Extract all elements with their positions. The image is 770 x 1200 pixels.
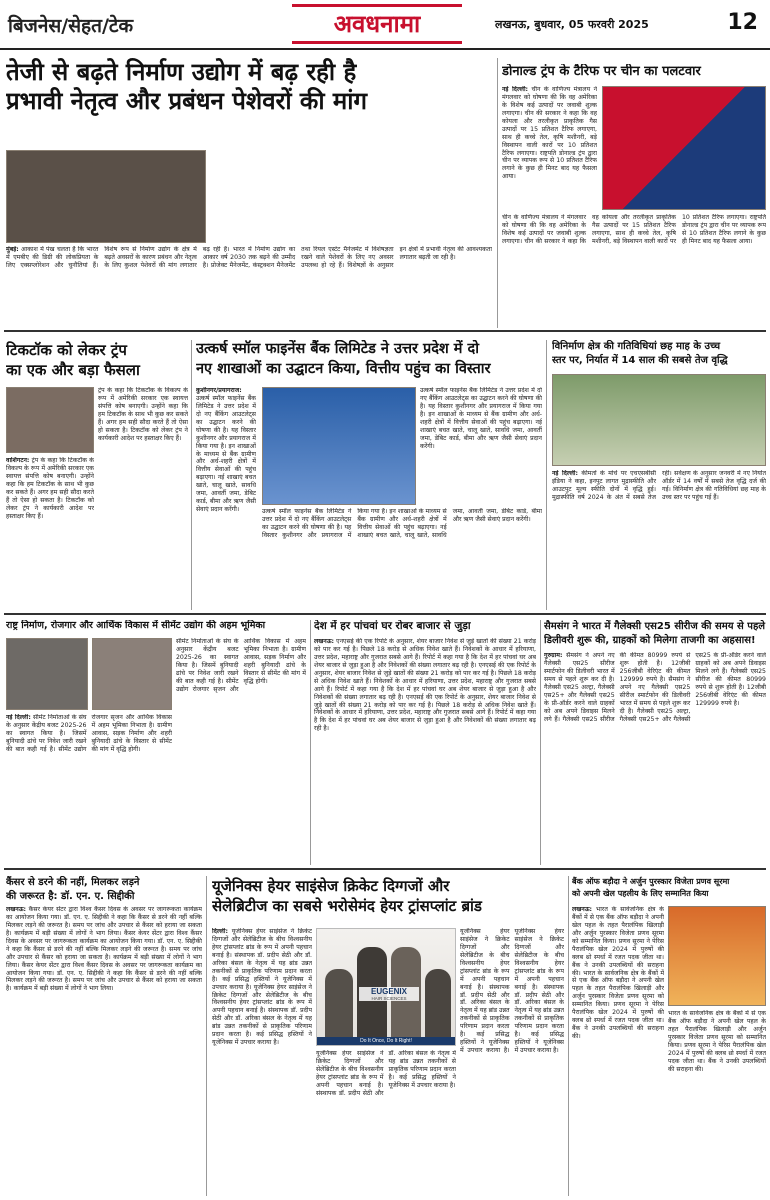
column-divider xyxy=(540,620,541,865)
story10-body-right xyxy=(460,928,564,1194)
story1-dateline: मुंबई: xyxy=(6,246,19,253)
story6-photo-1 xyxy=(6,638,88,710)
story9-body xyxy=(6,906,202,1194)
story9-headline xyxy=(6,876,202,904)
ad-person-4 xyxy=(425,969,451,1043)
story7-text-continued: एनएसई की एक रिपोर्ट के अनुसार, शेयर बाजार निवेश से जुड़े खातों की संख्या 21 करोड़ को पार कर गई है। पिछले 18 करोड़ से अधिक निवेश खाते हैं। निवेशकों के आधार में हरियाणा, उत्तर प्रदेश, महाराष्ट्र और गुजरात सबसे आगे हैं। रिपोर्ट में कहा गया है कि देश में हर पांचवां घर अब शेयर बाजार से जुड़ा हुआ है और निवेशकों की संख्या लगातार बढ़ रही है। xyxy=(314,661,536,701)
story1-text: आकाश में पंख चलता है कि भारत में एमबीए की डिग्री की लोकप्रियता के लिए एक्सप्लोरेशन और चुनौतियां हैं। विशेष रूप से निर्माण उद्योग के क्षेत्र में बढ़ते अवसरों के कारण प्रबंधन और नेतृत्व के लिए कुशल पेशेवरों की मांग लगातार बढ़ रही है। भारत में निर्माण उद्योग का आकार वर्ष 2030 तक बढ़ने की उम्मीद है। प्रोजेक्ट मैनेजमेंट, कंस्ट्रक्शन मैनेजमेंट तथा रियल एस्टेट मैनेजमेंट में विशेषज्ञता रखने वाले पेशेवरों के लिए नए अवसर उपलब्ध हो रहे हैं। विशेषज्ञों के अनुसार इन क्षेत्रों में प्रभावी नेतृत्व की आवश्यकता लगातार बढ़ती जा रही है। xyxy=(6,246,492,269)
story5-headline xyxy=(552,340,766,368)
story3-dateline: वाशिंगटन: xyxy=(6,457,30,464)
story9-dateline: लखनऊ: xyxy=(6,906,27,913)
page-number: 12 xyxy=(727,10,758,35)
story3-text: ट्रंप के कहा कि टिकटॉक के विकल्प के रूप में अमेरिकी सरकार एक स्वायत्त संपत्ति कोष बनाएगी। उन्होंने कहा कि हम टिकटॉक के साथ भी कुछ कर सकते हैं। अगर हम सही सौदा करते हैं तो ऐसा हो सकता है। टिकटॉक को लेकर ट्रंप ने कार्यकारी आदेश पर हस्ताक्षर किए हैं। xyxy=(6,457,94,520)
story6-text-continued: सीमेंट निर्माताओं के संघ के अनुसार केंद्रीय बजट 2025-26 का स्वागत किया है। जिसमें बुनियादी ढांचे पर निवेश जारी रखने की बात कही गई है। सीमेंट उद्योग रोजगार सृजन और आर्थिक विकास में अहम भूमिका निभाता है। ग्रामीण आवास, सड़क निर्माण और शहरी बुनियादी ढांचे के विस्तार से सीमेंट की मांग में वृद्धि होगी। xyxy=(176,638,306,693)
story2-text-continued: चीन के वाणिज्य मंत्रालय ने मंगलवार को घोषणा की कि वह अमेरिका के विशेष कई उत्पादों पर जवाबी शुल्क लगाएगा। चीन की सरकार ने कहा कि वह कोयला और तरलीकृत प्राकृतिक गैस उत्पादों पर 15 प्रतिशत टैरिफ लगाएगा, साथ ही कच्चे तेल, कृषि मशीनरी, बड़े विस्थापन वाली कारों पर 10 प्रतिशत टैरिफ लगाएगा। राष्ट्रपति डोनाल्ड ट्रंप द्वारा चीन पर व्यापक रूप से 10 प्रतिशत टैरिफ लगाने के कुछ ही मिनट बाद यह फैसला आया। xyxy=(502,214,766,245)
story10-text-right-more: यूजेनिक्स हेयर साइंसेज ने क्रिकेट दिग्गजों और सेलेब्रिटीज के बीच विश्वसनीय हेयर ट्रांसप्लांट ब्रांड के रूप में अपनी पहचान बनाई है। संस्थापक डॉ. प्रदीप सेठी और डॉ. अरिका बंसल के नेतृत्व में यह ब्रांड उन्नत तकनीकों से प्राकृतिक परिणाम प्रदान करता है। कई प्रसिद्ध हस्तियों ने यूजेनिक्स में उपचार कराया है। xyxy=(514,928,564,1055)
story2-body-bottom xyxy=(502,214,766,326)
story8-headline-line2: डिलीवरी शुरू की, ग्राहकों को मिलेगा ताजगी का अहसास! xyxy=(544,634,756,646)
column-divider xyxy=(546,340,547,610)
story5-dateline: नई दिल्ली: xyxy=(552,470,578,477)
story4-text-column: उत्कर्ष स्मॉल फाइनेंस बैंक लिमिटेड ने उत्तर प्रदेश में दो नए बैंकिंग आउटलेट्स का उद्घाटन करने की घोषणा की है। यह विस्तार कुशीनगर और प्रयागराज में किया गया है। इन शाखाओं के माध्यम से बैंक ग्रामीण और अर्ध-शहरी क्षेत्रों में वित्तीय सेवाओं की पहुंच बढ़ाएगा। नई शाखाएं बचत खाते, चालू खाते, सावधि जमा, आवर्ती जमा, डेबिट कार्ड, बीमा और ऋण जैसी सेवाएं प्रदान करेंगी। xyxy=(420,387,542,450)
column-divider xyxy=(497,58,498,328)
story5-headline-line2: स्तर पर, निर्यात में 14 साल की सबसे तेज वृद्धि xyxy=(552,355,728,366)
dateline: लखनऊ, बुधवार, 05 फरवरी 2025 xyxy=(495,18,649,31)
story3-headline xyxy=(6,340,188,381)
story11-body-right xyxy=(668,1010,766,1194)
section-rule xyxy=(4,330,766,332)
story7-text-more: एनएसई की एक रिपोर्ट के अनुसार, शेयर बाजार निवेश से जुड़े खातों की संख्या 21 करोड़ को पार कर गई है। पिछले 18 करोड़ से अधिक निवेश खाते हैं। निवेशकों के आधार में हरियाणा, उत्तर प्रदेश, महाराष्ट्र और गुजरात सबसे आगे हैं। रिपोर्ट में कहा गया है कि देश में हर पांचवां घर अब शेयर बाजार से जुड़ा हुआ है और निवेशकों की संख्या लगातार बढ़ रही है। xyxy=(314,693,536,733)
story3-headline-line1: टिकटॉक को लेकर ट्रंप xyxy=(6,341,127,359)
story9-text: कैंसर केयर सेंटर द्वारा विश्व कैंसर दिवस के अवसर पर जागरूकता कार्यक्रम का आयोजन किया गया। डॉ. एन. ए. सिद्दीकी ने कहा कि कैंसर से डरने की नहीं बल्कि मिलकर लड़ने की जरूरत है। समय पर जांच और उपचार से कैंसर को हराया जा सकता है। कार्यक्रम में बड़ी संख्या में लोगों ने भाग लिया। xyxy=(6,906,202,937)
story9-headline-line1: कैंसर से डरने की नहीं, मिलकर लड़ने xyxy=(6,877,140,888)
story11-text-right: भारत के सार्वजनिक क्षेत्र के बैंकों में से एक बैंक ऑफ बड़ौदा ने अपनी खेल पहल के तहत पैरालंपिक खिलाड़ी और अर्जुन पुरस्कार विजेता प्रणव सूरमा को सम्मानित किया। प्रणव सूरमा ने पेरिस पैरालंपिक खेल 2024 में पुरुषों की क्लब थ्रो स्पर्धा में रजत पदक जीता था। बैंक ने उनकी उपलब्धियों की सराहना की। xyxy=(668,1010,766,1073)
story6-text: सीमेंट निर्माताओं के संघ के अनुसार केंद्रीय बजट 2025-26 का स्वागत किया है। जिसमें बुनियादी ढांचे पर निवेश जारी रखने की बात कही गई है। सीमेंट उद्योग रोजगार सृजन और आर्थिक विकास में अहम भूमिका निभाता है। ग्रामीण आवास, सड़क निर्माण और शहरी बुनियादी ढांचे के विस्तार से सीमेंट की मांग में वृद्धि होगी। xyxy=(6,714,172,753)
eugenix-ad xyxy=(316,928,456,1046)
story5-body xyxy=(552,470,766,608)
story10-dateline: दिल्ली: xyxy=(212,928,228,935)
story10-text: यूजेनिक्स हेयर साइंसेज ने क्रिकेट दिग्गजों और सेलेब्रिटीज के बीच विश्वसनीय हेयर ट्रांसप्लांट ब्रांड के रूप में अपनी पहचान बनाई है। संस्थापक डॉ. प्रदीप सेठी और डॉ. अरिका बंसल के नेतृत्व में यह ब्रांड उन्नत तकनीकों से प्राकृतिक परिणाम प्रदान करता है। कई प्रसिद्ध हस्तियों ने यूजेनिक्स में उपचार कराया है। xyxy=(212,928,312,991)
story10-text-bottom: यूजेनिक्स हेयर साइंसेज ने क्रिकेट दिग्गजों और सेलेब्रिटीज के बीच विश्वसनीय हेयर ट्रांसप्लांट ब्रांड के रूप में अपनी पहचान बनाई है। संस्थापक डॉ. प्रदीप सेठी और डॉ. अरिका बंसल के नेतृत्व में यह ब्रांड उन्नत तकनीकों से प्राकृतिक परिणाम प्रदान करता है। कई प्रसिद्ध हस्तियों ने यूजेनिक्स में उपचार कराया है। xyxy=(316,1050,456,1097)
story8-text: सैमसंग ने अपने नए गैलेक्सी एस25 सीरीज स्मार्टफोन की डिलीवरी भारत में समय से पहले शुरू कर दी है। गैलेक्सी एस25 अल्ट्रा, गैलेक्सी एस25+ और गैलेक्सी एस25 के प्री-ऑर्डर करने वाले ग्राहकों को अब अपने डिवाइस मिलने लगे हैं। गैलेक्सी एस25 सीरीज की कीमत 80999 रुपये से शुरू होती है। 12जीबी 256जीबी वेरिएंट की कीमत 129999 रुपये है। xyxy=(544,652,691,723)
story6-photo-2 xyxy=(92,638,172,710)
story3-headline-line2: का एक और बड़ा फैसला xyxy=(6,361,140,380)
story3-body-side xyxy=(98,387,188,607)
column-divider xyxy=(191,340,192,610)
story1-headline xyxy=(6,58,492,116)
story9-text-more: कैंसर केयर सेंटर द्वारा विश्व कैंसर दिवस के अवसर पर जागरूकता कार्यक्रम का आयोजन किया गया। डॉ. एन. ए. सिद्दीकी ने कहा कि कैंसर से डरने की नहीं बल्कि मिलकर लड़ने की जरूरत है। समय पर जांच और उपचार से कैंसर को हराया जा सकता है। कार्यक्रम में बड़ी संख्या में लोगों ने भाग लिया। xyxy=(6,961,202,993)
story2-body-top xyxy=(502,86,597,210)
story1-body xyxy=(6,246,492,326)
story6-headline: राष्ट्र निर्माण, रोजगार और आर्थिक विकास में सीमेंट उद्योग की अहम भूमिका xyxy=(6,620,266,631)
story4-photo xyxy=(262,387,416,505)
story10-headline-line1: यूजेनिक्स हेयर साइंसेज क्रिकेट दिग्गजों और xyxy=(212,877,450,895)
story2-dateline: नई दिल्ली: xyxy=(502,86,529,93)
column-divider xyxy=(568,876,569,1196)
story11-text: भारत के सार्वजनिक क्षेत्र के बैंकों में से एक बैंक ऑफ बड़ौदा ने अपनी खेल पहल के तहत पैरालंपिक खिलाड़ी और अर्जुन पुरस्कार विजेता प्रणव सूरमा को सम्मानित किया। प्रणव सूरमा ने पेरिस पैरालंपिक खेल 2024 में पुरुषों की क्लब थ्रो स्पर्धा में रजत पदक जीता था। बैंक ने उनकी उपलब्धियों की सराहना की। xyxy=(572,906,664,977)
story6-body-right xyxy=(176,638,306,862)
story2-headline: डोनाल्ड ट्रंप के टैरिफ पर चीन का पलटवार xyxy=(502,64,701,79)
story1-headline-line2: प्रभावी नेतृत्व और प्रबंधन पेशेवरों की मांग xyxy=(6,86,368,115)
story10-body-left xyxy=(212,928,312,1194)
story4-text-continued: उत्कर्ष स्मॉल फाइनेंस बैंक लिमिटेड ने उत्तर प्रदेश में दो नए बैंकिंग आउटलेट्स का उद्घाटन करने की घोषणा की है। यह विस्तार कुशीनगर और प्रयागराज में किया गया है। इन शाखाओं के माध्यम से बैंक ग्रामीण और अर्ध-शहरी क्षेत्रों में वित्तीय सेवाओं की पहुंच बढ़ाएगा। नई शाखाएं बचत खाते, चालू खाते, सावधि जमा, आवर्ती जमा, डेबिट कार्ड, बीमा और ऋण जैसी सेवाएं प्रदान करेंगी। xyxy=(262,508,542,539)
story2-photo xyxy=(602,86,766,210)
story9-headline-line2: की जरूरत है: डॉ. एन. ए. सिद्दीकी xyxy=(6,891,135,902)
story11-body-left xyxy=(572,906,664,1194)
story7-dateline: लखनऊ: xyxy=(314,638,335,645)
story10-text-right: यूजेनिक्स हेयर साइंसेज ने क्रिकेट दिग्गजों और सेलेब्रिटीज के बीच विश्वसनीय हेयर ट्रांसप्लांट ब्रांड के रूप में अपनी पहचान बनाई है। संस्थापक डॉ. प्रदीप सेठी और डॉ. अरिका बंसल के नेतृत्व में यह ब्रांड उन्नत तकनीकों से प्राकृतिक परिणाम प्रदान करता है। कई प्रसिद्ध हस्तियों ने यूजेनिक्स में उपचार कराया है। xyxy=(460,928,510,1055)
story3-body xyxy=(6,457,94,607)
logo xyxy=(292,4,462,44)
story4-body-right xyxy=(262,508,542,608)
story11-text-continued: भारत के सार्वजनिक क्षेत्र के बैंकों में से एक बैंक ऑफ बड़ौदा ने अपनी खेल पहल के तहत पैरालंपिक खिलाड़ी और अर्जुन पुरस्कार विजेता प्रणव सूरमा को सम्मानित किया। प्रणव सूरमा ने पेरिस पैरालंपिक खेल 2024 में पुरुषों की क्लब थ्रो स्पर्धा में रजत पदक जीता था। बैंक ने उनकी उपलब्धियों की सराहना की। xyxy=(572,969,664,1040)
ad-brand-name: EUGENIX xyxy=(370,987,407,996)
story1-headline-line1: तेजी से बढ़ते निर्माण उद्योग में बढ़ रही है xyxy=(6,58,357,86)
story1-photo xyxy=(6,150,206,243)
story10-headline xyxy=(212,876,564,917)
story4-dateline: कुशीनगर/प्रयागराज: xyxy=(196,387,242,394)
story9-text-continued: कैंसर केयर सेंटर द्वारा विश्व कैंसर दिवस के अवसर पर जागरूकता कार्यक्रम का आयोजन किया गया। डॉ. एन. ए. सिद्दीकी ने कहा कि कैंसर से डरने की नहीं बल्कि मिलकर लड़ने की जरूरत है। समय पर जांच और उपचार से कैंसर को हराया जा सकता है। कार्यक्रम में बड़ी संख्या में लोगों ने भाग लिया। xyxy=(6,929,202,969)
logo-text: अवधनामा xyxy=(333,9,421,38)
ad-brand-sub: HAIR SCIENCES xyxy=(371,996,407,1001)
story4-headline-line1: उत्कर्ष स्मॉल फाइनेंस बैंक लिमिटेड ने उत्तर प्रदेश में दो xyxy=(196,341,479,357)
story4-text: उत्कर्ष स्मॉल फाइनेंस बैंक लिमिटेड ने उत्तर प्रदेश में दो नए बैंकिंग आउटलेट्स का उद्घाटन करने की घोषणा की है। यह विस्तार कुशीनगर और प्रयागराज में किया गया है। इन शाखाओं के माध्यम से बैंक ग्रामीण और अर्ध-शहरी क्षेत्रों में वित्तीय सेवाओं की पहुंच बढ़ाएगा। नई शाखाएं बचत खाते, चालू खाते, सावधि जमा, आवर्ती जमा, डेबिट कार्ड, बीमा और ऋण जैसी सेवाएं प्रदान करेंगी। xyxy=(196,394,256,514)
column-divider xyxy=(310,620,311,865)
story11-dateline: लखनऊ: xyxy=(572,906,593,913)
story4-body-left xyxy=(196,387,256,607)
story10-headline-line2: सेलेब्रिटीज का सबसे भरोसेमंद हेयर ट्रांसप्लांट ब्रांड xyxy=(212,897,482,916)
story11-headline xyxy=(572,876,766,899)
story7-headline: देश में हर पांचवां घर रोबर बाजार से जुड़ा xyxy=(314,620,471,632)
story8-text-continued: सैमसंग ने अपने नए गैलेक्सी एस25 सीरीज स्मार्टफोन की डिलीवरी भारत में समय से पहले शुरू कर दी है। गैलेक्सी एस25 अल्ट्रा, गैलेक्सी एस25+ और गैलेक्सी एस25 के प्री-ऑर्डर करने वाले ग्राहकों को अब अपने डिवाइस मिलने लगे हैं। गैलेक्सी एस25 सीरीज की कीमत 80999 रुपये से शुरू होती है। 12जीबी 256जीबी वेरिएंट की कीमत 129999 रुपये है। xyxy=(619,652,766,723)
story5-headline-line1: विनिर्माण क्षेत्र की गतिविधियां छह माह के उच्च xyxy=(552,341,721,352)
story7-body xyxy=(314,638,536,862)
section-rule xyxy=(4,868,766,870)
story3-photo xyxy=(6,387,94,453)
section-rule xyxy=(4,613,766,615)
story5-text: कीमतों के मोर्चे पर एचएसबीसी इंडिया ने कहा, इनपुट लागत मुद्रास्फीति और आउटपुट मूल्य स्फीति दोनों में वृद्धि हुई। मुद्रास्फीति वर्ष 2024 के अंत में सबसे तेज रही। सर्वेक्षण के अनुसार जनवरी में नए निर्यात ऑर्डर में 14 वर्षों में सबसे तेज वृद्धि दर्ज की गई। विनिर्माण क्षेत्र की गतिविधियां छह माह के उच्च स्तर पर पहुंच गई हैं। xyxy=(552,470,766,501)
story8-dateline: गुरुग्राम: xyxy=(544,652,563,659)
masthead xyxy=(0,0,770,50)
story10-body-bottom xyxy=(316,1050,456,1194)
story6-body-left xyxy=(6,714,172,862)
ad-brand xyxy=(359,987,419,1001)
story5-photo xyxy=(552,374,766,466)
ad-person-1 xyxy=(325,969,353,1043)
column-divider xyxy=(206,876,207,1196)
story6-dateline: नई दिल्ली: xyxy=(6,714,31,721)
story8-body xyxy=(544,652,766,862)
story3-text-side: ट्रंप के कहा कि टिकटॉक के विकल्प के रूप में अमेरिकी सरकार एक स्वायत्त संपत्ति कोष बनाएगी। उन्होंने कहा कि हम टिकटॉक के साथ भी कुछ कर सकते हैं। अगर हम सही सौदा करते हैं तो ऐसा हो सकता है। टिकटॉक को लेकर ट्रंप ने कार्यकारी आदेश पर हस्ताक्षर किए हैं। xyxy=(98,387,188,442)
story2-text: चीन के वाणिज्य मंत्रालय ने मंगलवार को घोषणा की कि वह अमेरिका के विशेष कई उत्पादों पर जवाबी शुल्क लगाएगा। चीन की सरकार ने कहा कि वह कोयला और तरलीकृत प्राकृतिक गैस उत्पादों पर 15 प्रतिशत टैरिफ लगाएगा, साथ ही कच्चे तेल, कृषि मशीनरी, बड़े विस्थापन वाली कारों पर 10 प्रतिशत टैरिफ लगाएगा। राष्ट्रपति डोनाल्ड ट्रंप द्वारा चीन पर व्यापक रूप से 10 प्रतिशत टैरिफ लगाने के कुछ ही मिनट बाद यह फैसला आया। xyxy=(502,86,597,181)
story4-headline-line2: नए शाखाओं का उद्घाटन किया, वित्तीय पहुंच का विस्तार xyxy=(196,360,491,377)
story7-text: एनएसई की एक रिपोर्ट के अनुसार, शेयर बाजार निवेश से जुड़े खातों की संख्या 21 करोड़ को पार कर गई है। पिछले 18 करोड़ से अधिक निवेश खाते हैं। निवेशकों के आधार में हरियाणा, उत्तर प्रदेश, महाराष्ट्र और गुजरात सबसे आगे हैं। रिपोर्ट में कहा गया है कि देश में हर पांचवां घर अब शेयर बाजार से जुड़ा हुआ है और निवेशकों की संख्या लगातार बढ़ रही है। xyxy=(314,638,536,669)
story4-body-column xyxy=(420,387,542,505)
story10-text-continued: यूजेनिक्स हेयर साइंसेज ने क्रिकेट दिग्गजों और सेलेब्रिटीज के बीच विश्वसनीय हेयर ट्रांसप्लांट ब्रांड के रूप में अपनी पहचान बनाई है। संस्थापक डॉ. प्रदीप सेठी और डॉ. अरिका बंसल के नेतृत्व में यह ब्रांड उन्नत तकनीकों से प्राकृतिक परिणाम प्रदान करता है। कई प्रसिद्ध हस्तियों ने यूजेनिक्स में उपचार कराया है। xyxy=(212,983,312,1047)
story8-headline xyxy=(544,620,766,647)
story11-headline-line2: को अपनी खेल पहलीय के लिए सम्मानित किया xyxy=(572,888,709,898)
story8-headline-line1: सैमसंग ने भारत में गैलेक्सी एस25 सीरीज की समय से पहले xyxy=(544,621,766,632)
ad-tagline: Do It Once, Do It Right! xyxy=(317,1037,455,1045)
story4-headline xyxy=(196,340,542,379)
story11-photo xyxy=(668,906,766,1006)
section-label: बिजनेस/सेहत/टेक xyxy=(8,15,134,37)
story11-headline-line1: बैंक ऑफ बड़ौदा ने अर्जुन पुरस्कार विजेता प्रणव सूरमा xyxy=(572,877,730,886)
